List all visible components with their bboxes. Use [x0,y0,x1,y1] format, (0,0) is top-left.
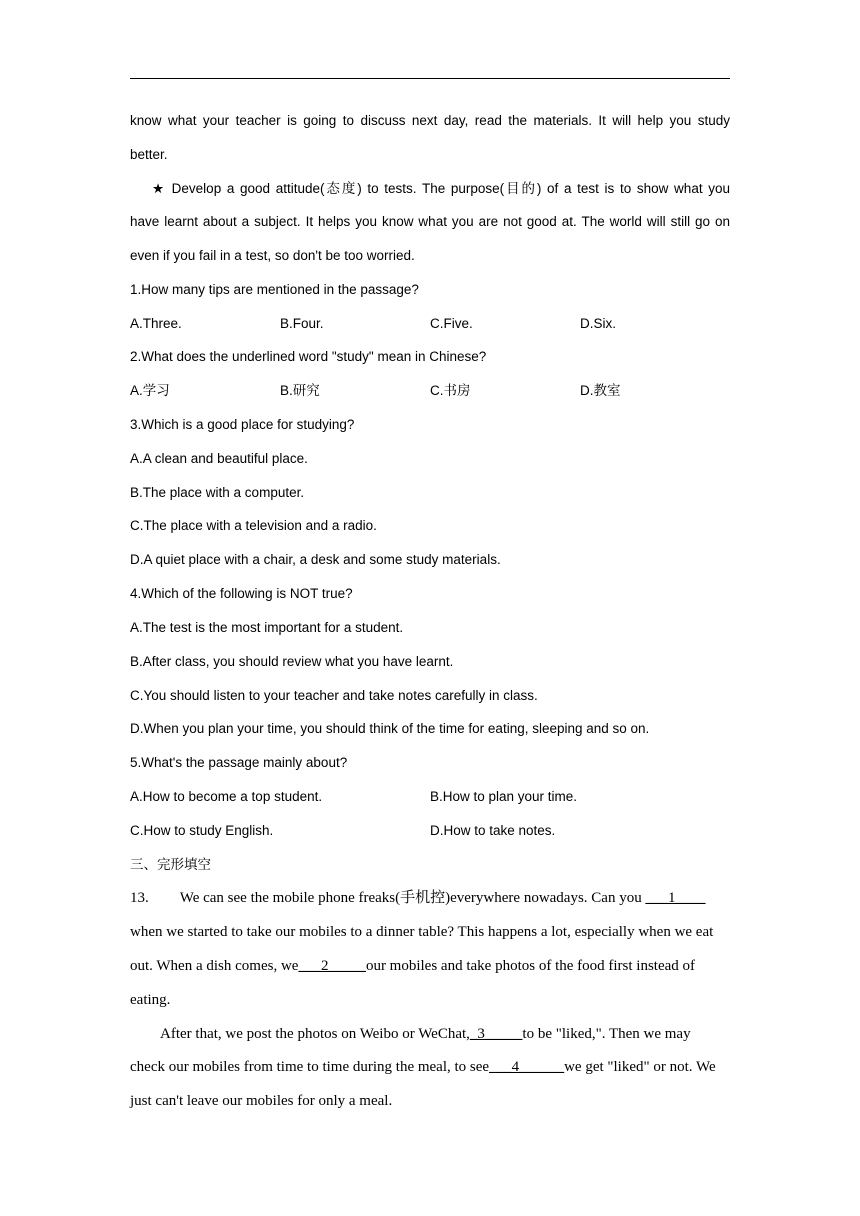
option-c: C.You should listen to your teacher and take notes carefully in class. [130,688,538,703]
cloze-blank-1: ___1____ [645,890,706,906]
option-d: D.教室 [580,383,621,398]
option-a: A.The test is the most important for a student. [130,620,404,635]
option-a: A.A clean and beautiful place. [130,451,308,466]
question-stem: 3.Which is a good place for studying? [130,417,355,432]
option-b: B.After class, you should review what you have learnt. [130,654,454,669]
cloze-blank-4: ___4______ [489,1059,565,1075]
cloze-line: After that, we post the photos on Weibo or WeChat,_3_____to be "liked,". Then we may [160,1026,691,1042]
passage-line: have learnt about a subject. It helps you know what you are not good at. The world will still go on [130,214,730,229]
option-b: B.The place with a computer. [130,485,305,500]
cloze-blank-3: _3_____ [469,1026,523,1042]
passage-line: know what your teacher is going to discuss next day, read the materials. It will help you study [130,113,730,128]
cloze-blank-2: ___2_____ [298,958,366,974]
option-d: D.Six. [580,316,617,331]
cloze-line: when we started to take our mobiles to a dinner table? This happens a lot, especially when we eat [130,924,714,940]
cloze-line: 13. We can see the mobile phone freaks(手机控)everywhere nowadays. Can you ___1____ [130,890,706,906]
option-d: D.How to take notes. [430,823,556,838]
cloze-line: out. When a dish comes, we___2_____our mobiles and take photos of the food first instead of [130,958,696,974]
question-stem: 4.Which of the following is NOT true? [130,586,353,601]
question-stem: 5.What's the passage mainly about? [130,755,348,770]
passage-line: better. [130,147,168,162]
section-heading: 三、完形填空 [130,857,211,872]
question-number: 13. [130,890,149,906]
option-c: C.How to study English. [130,823,274,838]
option-c: C.Five. [430,316,473,331]
option-a: A.How to become a top student. [130,789,323,804]
passage-tip-line: ★ Develop a good attitude(态度) to tests. The purpose(目的) of a test is to show what you [152,181,730,196]
cloze-line: check our mobiles from time to time during the meal, to see___4______we get "liked" or not. We [130,1059,716,1075]
option-b: B.研究 [280,383,320,398]
option-a: A.学习 [130,383,170,398]
question-stem: 2.What does the underlined word "study" mean in Chinese? [130,349,487,364]
option-d: D.When you plan your time, you should think of the time for eating, sleeping and so on. [130,721,650,736]
option-b: B.Four. [280,316,324,331]
cloze-line: just can't leave our mobiles for only a meal. [130,1093,393,1109]
passage-line: even if you fail in a test, so don't be too worried. [130,248,415,263]
header-rule [130,78,730,79]
option-d: D.A quiet place with a chair, a desk and some study materials. [130,552,501,567]
option-b: B.How to plan your time. [430,789,578,804]
cloze-line: eating. [130,992,171,1008]
option-a: A.Three. [130,316,182,331]
option-c: C.书房 [430,383,471,398]
question-stem: 1.How many tips are mentioned in the passage? [130,282,419,297]
option-c: C.The place with a television and a radio. [130,518,377,533]
